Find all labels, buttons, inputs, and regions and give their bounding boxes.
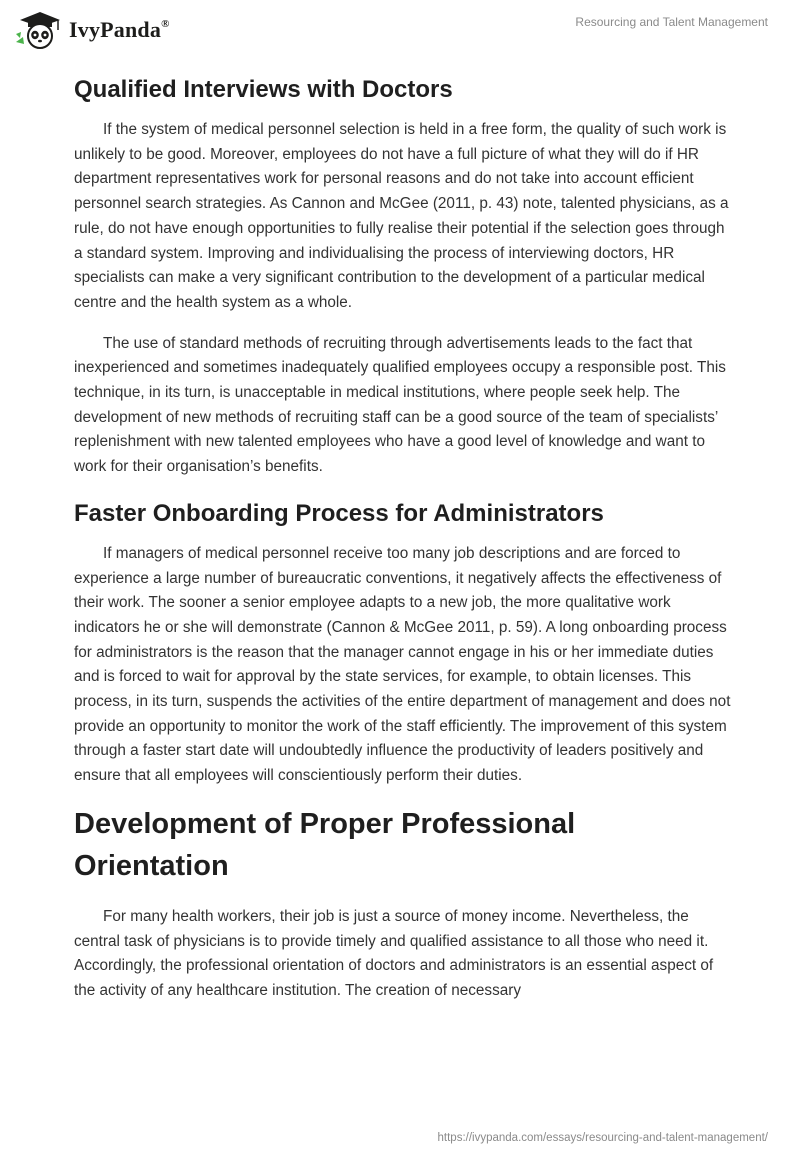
paragraph: The use of standard methods of recruiting through advertisements leads to the fact that inexperienced and sometimes inadequately qualified employees occupy a responsible post. This technique, in its turn, is unacceptable in medical institutions, where people seek help. The development of new methods of recruiting staff can be a good source of the team of specialists’ replenishment with new talented employees who have a good level of knowledge and want to work for their organisation’s benefits.: [74, 334, 726, 476]
essay-content: [74, 70, 734, 1004]
section-heading: Development of Proper Professional Orientation: [74, 807, 576, 882]
section-heading: Qualified Interviews with Doctors: [74, 76, 453, 103]
page-header: [0, 0, 800, 64]
section-heading: Faster Onboarding Process for Administrators: [74, 499, 604, 527]
panda-mascot-icon: [14, 10, 64, 50]
source-url[interactable]: https://ivypanda.com/essays/resourcing-and-talent-management/: [437, 1132, 768, 1144]
paragraph: If the system of medical personnel selection is held in a free form, the quality of such work is unlikely to be good. Moreover, employees do not have a full picture of what they will do if HR department representatives work for personal reasons and do not take into account efficient personnel search strategies. As Cannon and McGee (2011, p. 43) note, talented physicians, as a rule, do not have enough opportunities to fully realise their potential if the selection goes through a standard system. Improving and individualising the process of interviewing doctors, HR specialists can make a very significant contribution to the development of a particular medical centre and the health system as a whole.: [74, 121, 729, 311]
document-title: Resourcing and Talent Management: [575, 15, 768, 29]
paragraph: For many health workers, their job is just a source of money income. Nevertheless, the central task of physicians is to provide timely and qualified assistance to all those who need it. Accordingly, the professional orientation of doctors and administrators is an essential aspect of the activity of any healthcare institution. The creation of necessary: [74, 907, 714, 999]
logo[interactable]: [14, 10, 170, 50]
paragraph: If managers of medical personnel receive too many job descriptions and are forced to experience a large number of bureaucratic conventions, it negatively affects the effectiveness of their work. The sooner a senior employee adapts to a new job, the more qualitative work indicators he or she will demonstrate (Cannon & McGee 2011, p. 59). A long onboarding process for administrators is the reason that the manager cannot engage in his or her immediate duties and is forced to wait for approval by the state services, for example, to obtain licenses. This process, in its turn, suspends the activities of the entire department of management and does not provide an opportunity to monitor the work of the staff efficiently. The improvement of this system through a faster start date will undoubtedly influence the productivity of leaders positively and ensure that all employees will conscientiously perform their duties.: [74, 544, 731, 785]
registered-mark: ®: [161, 17, 170, 30]
brand-name: [69, 17, 170, 43]
brand-text: IvyPanda: [69, 17, 162, 42]
